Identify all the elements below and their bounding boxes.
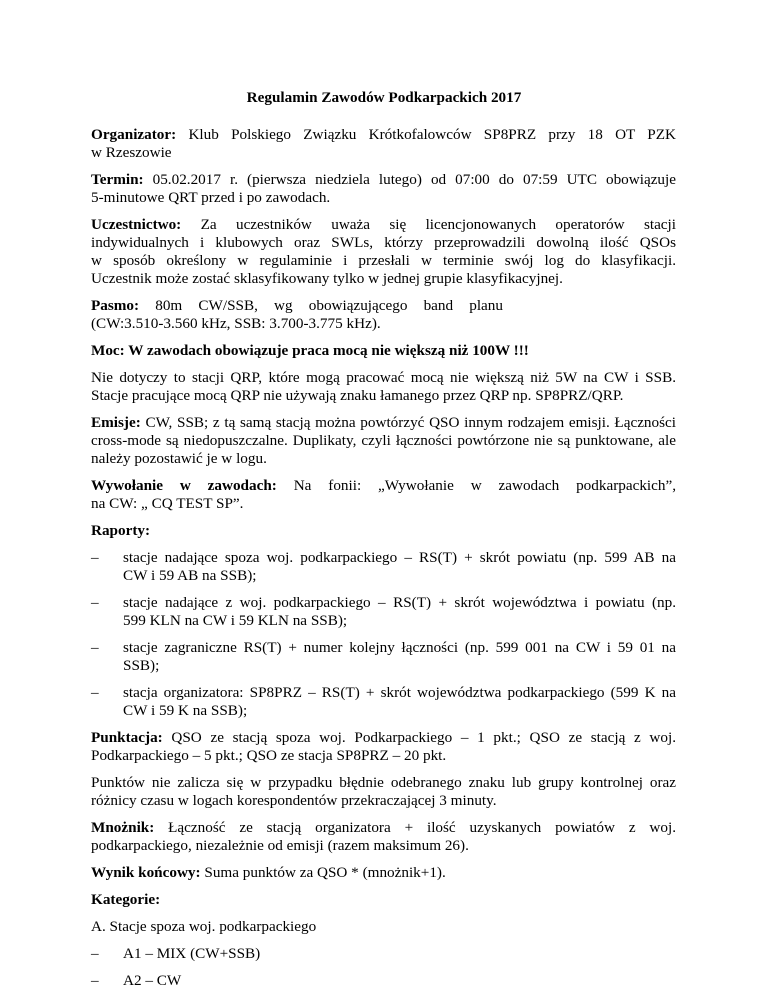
organizator-text-1: Klub Polskiego Związku Krótkofalowców SP8PRZ przy 18 OT PZK xyxy=(176,126,676,143)
bullet-dash: – xyxy=(91,945,99,962)
mnoznik-label: Mnożnik: xyxy=(91,819,155,836)
qrp-text-2: Stacje pracujące mocą QRP nie używają znaku łamanego przez QRP np. SP8PRZ/QRP. xyxy=(91,387,624,404)
kategorie-item-a1: A1 – MIX (CW+SSB) xyxy=(123,945,261,962)
kategorie-heading xyxy=(91,891,676,909)
wywolanie-text-1: Na fonii: „Wywołanie w zawodach podkarpackich”, xyxy=(276,477,677,494)
wywolanie-paragraph xyxy=(91,477,676,513)
termin-text-2: 5-minutowe QRT przed i po zawodach. xyxy=(91,189,331,206)
bullet-dash: – xyxy=(91,684,99,701)
list-item xyxy=(91,549,676,585)
kategorie-item-a2: A2 – CW xyxy=(123,972,182,989)
raporty-label: Raporty: xyxy=(91,522,151,539)
moc-label: Moc xyxy=(91,342,120,359)
emisje-text-2: cross-mode są niedopuszczalne. Duplikaty, czyli łączności powtórzone nie są punktowane, ale xyxy=(91,432,676,449)
document-title: Regulamin Zawodów Podkarpackich 2017 xyxy=(246,89,522,106)
wynik-label: Wynik końcowy: xyxy=(91,864,201,881)
bullet-dash: – xyxy=(91,639,99,656)
mnoznik-text-1: Łączność ze stacją organizatora + ilość uzyskanych powiatów z woj. xyxy=(154,819,676,836)
organizator-label: Organizator: xyxy=(91,126,177,143)
uczestnictwo-text-3: w sposób określony w regulaminie i przesłali w terminie swój log do klasyfikacji. xyxy=(91,252,676,269)
termin-label: Termin: xyxy=(91,171,144,188)
raporty-item-2-line-1: stacje nadające z woj. podkarpackiego – RS(T) + skrót województwa i powiatu (np. xyxy=(123,594,676,611)
list-item xyxy=(91,594,676,630)
punktacja-text-2: Podkarpackiego – 5 pkt.; QSO ze stacja SP8PRZ – 20 pkt. xyxy=(91,747,447,764)
uczestnictwo-paragraph xyxy=(91,216,676,288)
emisje-label: Emisje: xyxy=(91,414,141,431)
punkty-paragraph xyxy=(91,774,676,810)
punkty-text-2: różnicy czasu w logach korespondentów przekraczającej 3 minuty. xyxy=(91,792,497,809)
raporty-item-1-line-2: CW i 59 AB na SSB); xyxy=(123,567,257,584)
emisje-text-3: należy pozostawić je w logu. xyxy=(91,450,267,467)
kategorie-a-list xyxy=(91,945,676,990)
uczestnictwo-text-2: indywidualnych i klubowych oraz SWLs, którzy przeprowadzili dowolną ilość QSOs xyxy=(91,234,676,251)
kategorie-group-a: A. Stacje spoza woj. podkarpackiego xyxy=(91,918,317,935)
organizator-text-2: w Rzeszowie xyxy=(91,144,172,161)
punktacja-text-1: QSO ze stacją spoza woj. Podkarpackiego – 1 pkt.; QSO ze stacją z woj. xyxy=(162,729,676,746)
raporty-item-4-line-1: stacja organizatora: SP8PRZ – RS(T) + skrót województwa podkarpackiego (599 K na xyxy=(123,684,676,701)
bullet-dash: – xyxy=(91,549,99,566)
termin-text-1: 05.02.2017 r. (pierwsza niedziela lutego) od 07:00 do 07:59 UTC obowiązuje xyxy=(143,171,676,188)
document-body xyxy=(91,126,676,999)
raporty-heading xyxy=(91,522,676,540)
pasmo-label: Pasmo: xyxy=(91,297,140,314)
punktacja-paragraph xyxy=(91,729,676,765)
termin-paragraph xyxy=(91,171,676,207)
raporty-item-4-line-2: CW i 59 K na SSB); xyxy=(123,702,248,719)
wynik-paragraph xyxy=(91,864,676,882)
raporty-item-2-line-2: 599 KLN na CW i 59 KLN na SSB); xyxy=(123,612,348,629)
punktacja-label: Punktacja: xyxy=(91,729,163,746)
qrp-text-1: Nie dotyczy to stacji QRP, które mogą pracować mocą nie większą niż 5W na CW i SSB. xyxy=(91,369,676,386)
list-item xyxy=(91,945,676,963)
list-item xyxy=(91,684,676,720)
emisje-paragraph xyxy=(91,414,676,468)
bullet-dash: – xyxy=(91,594,99,611)
uczestnictwo-text-1: Za uczestników uważa się licencjonowanych operatorów stacji xyxy=(181,216,676,233)
list-item xyxy=(91,639,676,675)
moc-text: : W zawodach obowiązuje praca mocą nie większą niż 100W !!! xyxy=(119,342,529,359)
kategorie-label: Kategorie: xyxy=(91,891,161,908)
uczestnictwo-text-4: Uczestnik może zostać sklasyfikowany tylko w jednej grupie klasyfikacyjnej. xyxy=(91,270,563,287)
wywolanie-label: Wywołanie w zawodach: xyxy=(91,477,277,494)
wywolanie-text-2: na CW: „ CQ TEST SP”. xyxy=(91,495,244,512)
raporty-item-3-line-2: SSB); xyxy=(123,657,160,674)
list-item xyxy=(91,972,676,990)
pasmo-paragraph xyxy=(91,297,503,333)
punkty-text-1: Punktów nie zalicza się w przypadku błędnie odebranego znaku lub grupy kontrolnej oraz xyxy=(91,774,676,791)
organizator-paragraph xyxy=(91,126,676,162)
bullet-dash: – xyxy=(91,972,99,989)
pasmo-text-2: (CW:3.510-3.560 kHz, SSB: 3.700-3.775 kHz). xyxy=(91,315,381,332)
mnoznik-paragraph xyxy=(91,819,676,855)
raporty-list xyxy=(91,549,676,720)
moc-paragraph xyxy=(91,342,676,360)
qrp-paragraph xyxy=(91,369,676,405)
emisje-text-1: CW, SSB; z tą samą stacją można powtórzyć QSO innym rodzajem emisji. Łączności xyxy=(140,414,676,431)
mnoznik-text-2: podkarpackiego, niezależnie od emisji (razem maksimum 26). xyxy=(91,837,469,854)
wynik-text: Suma punktów za QSO * (mnożnik+1). xyxy=(200,864,446,881)
uczestnictwo-label: Uczestnictwo: xyxy=(91,216,182,233)
raporty-item-3-line-1: stacje zagraniczne RS(T) + numer kolejny łączności (np. 599 001 na CW i 59 01 na xyxy=(123,639,676,656)
pasmo-text-1: 80m CW/SSB, wg obowiązującego band planu xyxy=(139,297,503,314)
raporty-item-1-line-1: stacje nadające spoza woj. podkarpackiego – RS(T) + skrót powiatu (np. 599 AB na xyxy=(123,549,676,566)
